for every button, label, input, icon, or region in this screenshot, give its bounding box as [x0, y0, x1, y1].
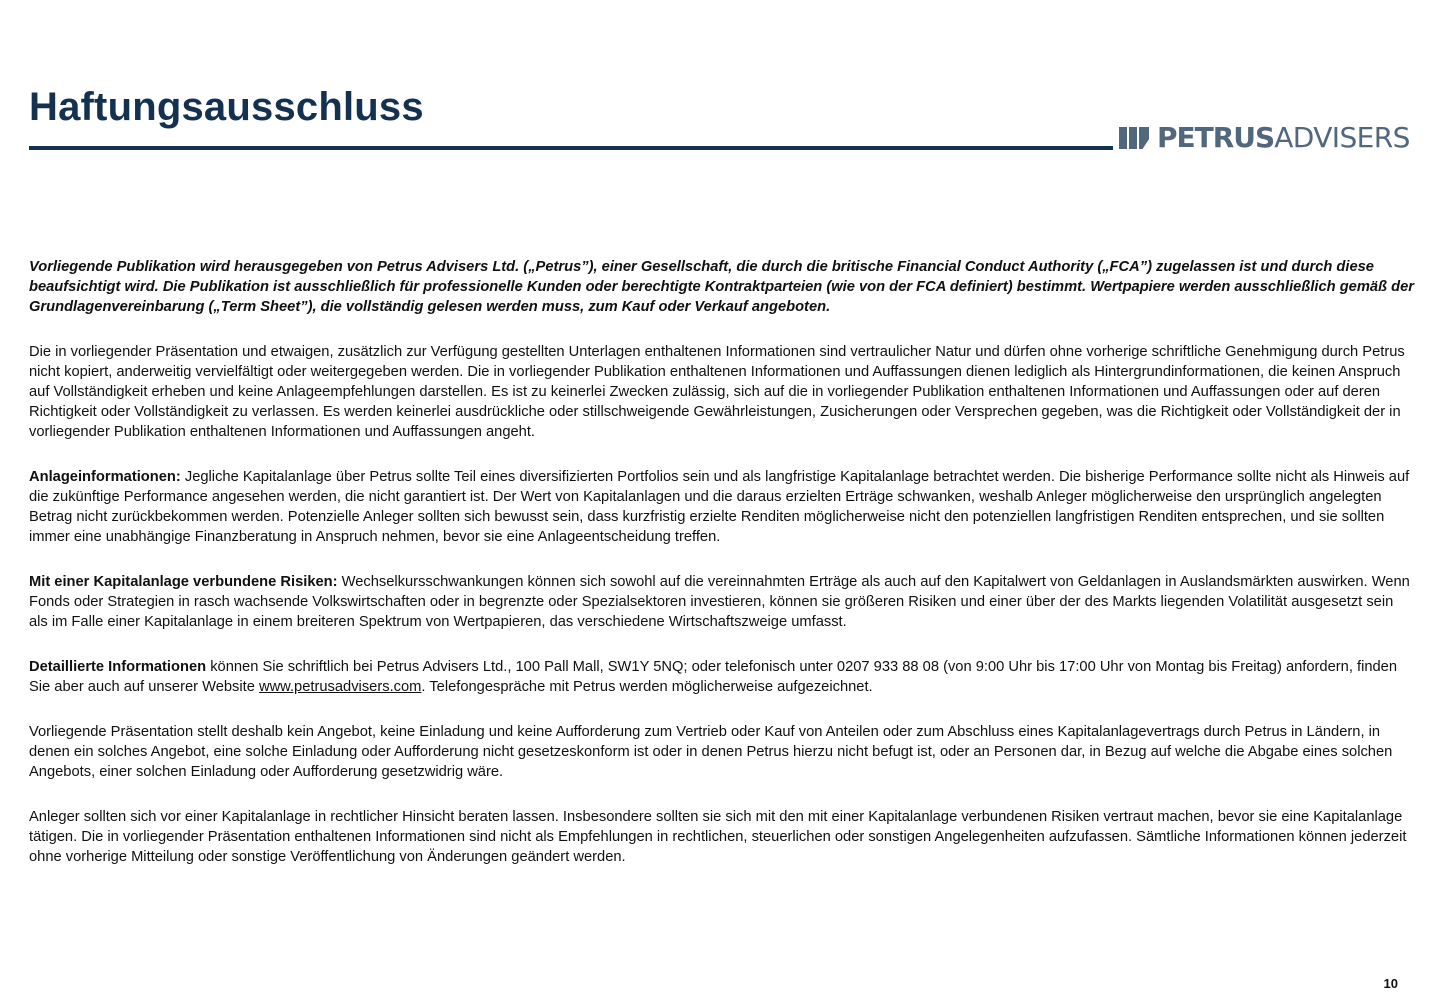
petrus-bars-icon	[1119, 127, 1151, 149]
petrus-advisers-logo	[1119, 118, 1410, 158]
risks-text: Wechselkursschwankungen können sich sowohl auf die vereinnahmten Erträge als auch auf den Kapitalwert von Geldanlagen in Auslandsmärkten auswirken. Wenn Fonds oder Strategien in rasch wachsende Volkswirtschaften oder in begrenzte oder Spezialsektoren investieren, können sie größeren Risiken und einer über der des Markts liegenden Volatilität ausgesetzt sein als im Falle einer Kapitalanlage in einem breiteren Spektrum von Wertpapieren, das verschiedene Wirtschaftszweige umfasst.	[29, 574, 1410, 630]
investment-info-label: Anlageinformationen:	[29, 469, 181, 485]
no-offer-paragraph: Vorliegende Präsentation stellt deshalb kein Angebot, keine Einladung und keine Aufforderung zum Vertrieb oder Kauf von Anteilen oder zum Abschluss eines Kapitalanlagevertrags durch Petrus in Ländern, in denen ein solches Angebot, eine solche Einladung oder Aufforderung nicht gesetzeskonform ist oder in denen Petrus hierzu nicht befugt ist, oder an Personen dar, in Bezug auf welche die Abgabe eines solchen Angebots, einer solchen Einladung oder Aufforderung gesetzwidrig wäre.	[29, 724, 1393, 780]
detailed-info-text-a: können Sie schriftlich bei Petrus Advisers Ltd., 100 Pall Mall, SW1Y 5NQ; oder telefonisch unter 0207 933 88 08 (von 9:00 Uhr bis 17:00 Uhr von Montag bis Freitag) anfordern, finden Sie aber auch auf unserer Website	[29, 659, 1398, 695]
risks-paragraph	[29, 572, 1414, 632]
logo-brand-light: ADVISERS	[1274, 121, 1410, 154]
detailed-info-paragraph	[29, 657, 1414, 697]
risks-label: Mit einer Kapitalanlage verbundene Risiken:	[29, 574, 338, 590]
page-title: Haftungsausschluss	[29, 85, 424, 129]
page-number: 10	[1383, 976, 1398, 991]
website-link[interactable]: www.petrusadvisers.com	[258, 679, 422, 695]
detailed-info-text-b: . Telefongespräche mit Petrus werden möglicherweise aufgezeichnet.	[421, 679, 873, 695]
title-underline	[29, 146, 1113, 150]
investment-info-paragraph	[29, 467, 1414, 547]
logo-wordmark	[1157, 118, 1410, 158]
intro-paragraph: Vorliegende Publikation wird herausgegeben von Petrus Advisers Ltd. („Petrus”), einer Gesellschaft, die durch die britische Financial Conduct Authority („FCA”) zugelassen ist und durch diese beaufsichtigt wird. Die Publikation ist ausschließlich für professionelle Kunden oder berechtigte Kontraktparteien (wie von der FCA definiert) bestimmt. Wertpapiere werden ausschließlich gemäß der Grundlagenvereinbarung („Term Sheet”), die vollständig gelesen werden muss, zum Kauf oder Verkauf angeboten.	[29, 259, 1414, 315]
investment-info-text: Jegliche Kapitalanlage über Petrus sollte Teil eines diversifizierten Portfolios sein und als langfristige Kapitalanlage betrachtet werden. Die bisherige Performance sollte nicht als Hinweis auf die zukünftige Performance angesehen werden, die nicht garantiert ist. Der Wert von Kapitalanlagen und die daraus erzielten Erträge schwanken, weshalb Anleger möglicherweise den ursprünglich angelegten Betrag nicht zurückbekommen werden. Potenzielle Anleger sollten sich bewusst sein, dass kurzfristig erzielte Renditen möglicherweise nicht den potenziellen langfristigen Renditen entsprechen, und sie sollten immer eine unabhängige Finanzberatung in Anspruch nehmen, bevor sie eine Anlageentscheidung treffen.	[29, 469, 1410, 545]
disclaimer-body	[29, 257, 1414, 892]
detailed-info-label: Detaillierte Informationen	[29, 659, 207, 675]
confidentiality-paragraph: Die in vorliegender Präsentation und etwaigen, zusätzlich zur Verfügung gestellten Unterlagen enthaltenen Informationen sind vertraulicher Natur und dürfen ohne vorherige schriftliche Genehmigung durch Petrus nicht kopiert, anderweitig vervielfältigt oder weitergegeben werden. Die in vorliegender Publikation enthaltenen Informationen und Auffassungen dienen lediglich als Hintergrundinformationen, die keinen Anspruch auf Vollständigkeit erheben und keine Anlageempfehlungen darstellen. Es ist zu keinerlei Zwecken zulässig, sich auf die in vorliegender Publikation enthaltenen Informationen und Auffassungen oder auf deren Richtigkeit oder Vollständigkeit zu verlassen. Es werden keinerlei ausdrückliche oder stillschweigende Gewährleistungen, Zusicherungen oder Versprechen gegeben, was die Richtigkeit oder Vollständigkeit der in vorliegender Publikation enthaltenen Informationen und Auffassungen angeht.	[29, 344, 1405, 440]
legal-advice-paragraph: Anleger sollten sich vor einer Kapitalanlage in rechtlicher Hinsicht beraten lassen. Insbesondere sollten sie sich mit den mit einer Kapitalanlage verbundenen Risiken vertraut machen, bevor sie eine Kapitalanlage tätigen. Die in vorliegender Präsentation enthaltenen Informationen sind nicht als Empfehlungen in rechtlichen, steuerlichen oder sonstigen Angelegenheiten aufzufassen. Sämtliche Informationen können jederzeit ohne vorherige Mitteilung oder sonstige Veröffentlichung von Änderungen geändert werden.	[29, 809, 1407, 865]
logo-brand-strong: PETRUS	[1157, 121, 1275, 154]
